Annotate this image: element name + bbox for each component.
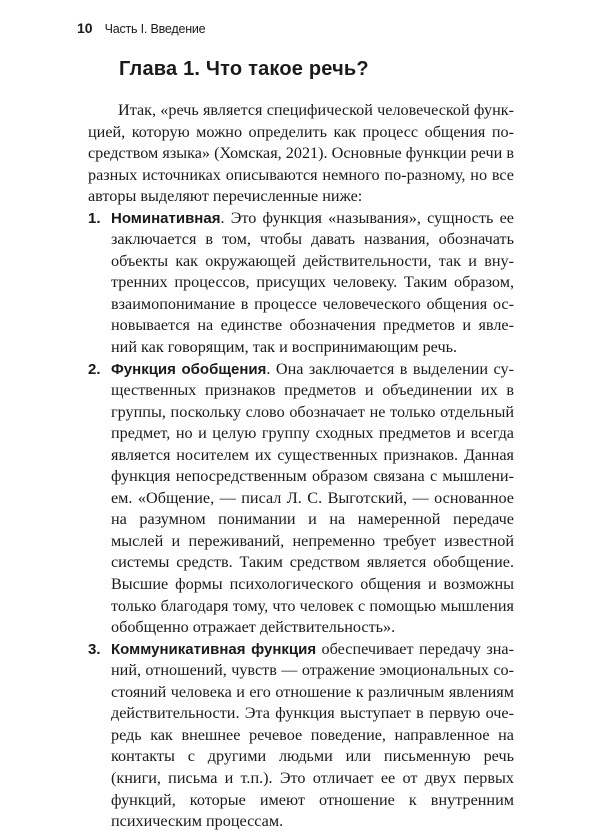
list-item-text: обеспечивает передачу знаний, отношений, чувств — отражение эмоциональных состояний человека и его отношение к различным явлениям действительности. Эта функция выступает в первую очередь как внешнее речевое поведение, направленное на контакты с другими людьми или письменную речь (книги, письма и т.п.). Это отличает ее от двух первых функций, которые имеют отношение к внутренним психическим процессам. xyxy=(111,639,514,831)
list-item-term: Номинативная xyxy=(111,209,221,227)
list-item-text: . Она заключается в выделении существенных признаков предметов и объединении их в группы, поскольку слово обозначает не только отдельный предмет, но и целую группу сходных предметов и всегда является носителем их существенных признаков. Данная функция непосредственным образом связана с мышлением. «Общение, — писал Л. С. Выготский, — основанное на разумном понимании и на намеренной передаче мыслей и переживаний, непременно требует известной системы средств. Таким средством является обобщение. Высшие формы психологического общения и возможны только благодаря тому, что человек с помощью мышления обобщенно отражает действительность». xyxy=(111,359,514,637)
page-number: 10 xyxy=(77,20,93,36)
list-item-nominative xyxy=(88,208,514,359)
list-item-generalization xyxy=(88,359,514,639)
intro-paragraph: Итак, «речь является специфической человеческой функцией, которую можно определить как процесс общения посредством языка» (Хомская, 2021). Основные функции речи в разных источниках описываются немного по-разному, но все авторы выделяют перечисленные ниже: xyxy=(88,101,514,206)
list-item-term: Функция обобщения xyxy=(111,360,267,378)
chapter-title: Глава 1. Что такое речь? xyxy=(119,58,369,80)
list-item-number: 3. xyxy=(88,640,101,658)
functions-list xyxy=(88,208,514,833)
running-head xyxy=(77,20,205,36)
body-text xyxy=(88,100,514,833)
part-label: Часть I. Введение xyxy=(104,22,206,36)
list-item-number: 2. xyxy=(88,360,101,378)
list-item-text: . Это функция «называния», сущность ее заключается в том, чтобы давать названия, обозначать объекты как окружающей действительности, так и внутренних процессов, присущих человеку. Таким образом, взаимопонимание в процессе человеческого общения основывается на единстве обозначения предметов и явлений как говорящим, так и воспринимающим речь. xyxy=(111,208,514,357)
list-item-number: 1. xyxy=(88,209,101,227)
list-item-term: Коммуникативная функция xyxy=(111,640,317,658)
list-item-communicative xyxy=(88,639,514,833)
